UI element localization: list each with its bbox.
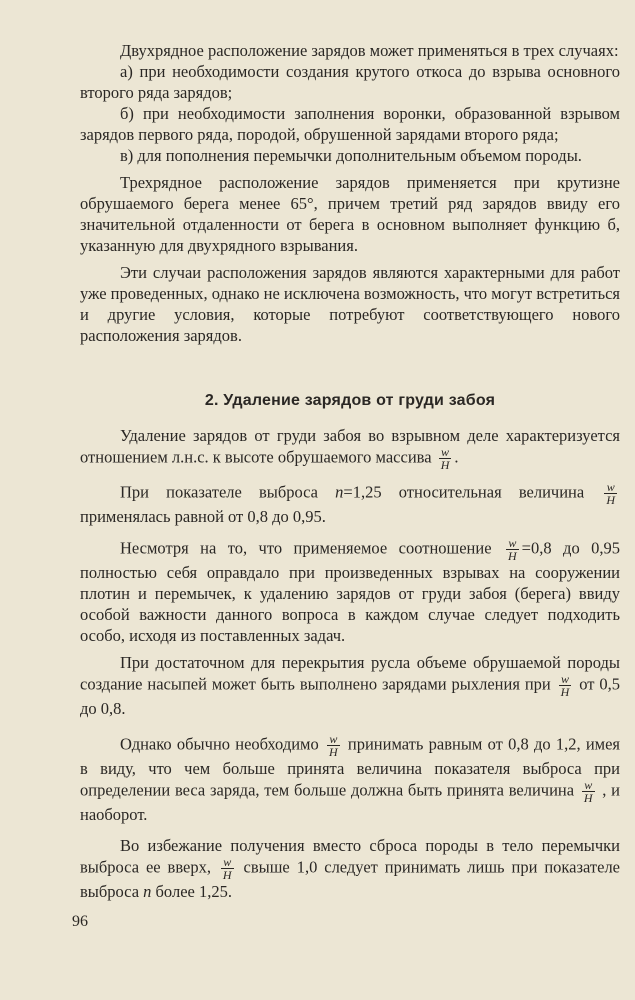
variable-n: n: [143, 882, 152, 901]
w-over-h-fraction: [582, 779, 595, 804]
fraction-denominator: H: [440, 458, 450, 472]
fraction-numerator: w: [508, 536, 517, 550]
w-over-h-fraction: [221, 856, 234, 881]
page-content: [80, 40, 620, 902]
paragraph: в) для пополнения перемычки дополнительным объемом породы.: [120, 146, 582, 165]
paragraph: [80, 733, 620, 825]
paragraph: [80, 835, 620, 902]
text: Удаление зарядов от груди забоя во взрывном деле характеризуется отношением л.н.с. к высоте обрушаемого массива: [80, 426, 620, 467]
fraction-numerator: w: [560, 672, 569, 686]
paragraph: б) при необходимости заполнения воронки, образованной взрывом зарядов первого ряда, породой, обрушенной зарядами второго ряда;: [80, 104, 620, 144]
fraction-numerator: w: [606, 480, 615, 494]
section-heading: 2. Удаление зарядов от груди забоя: [204, 392, 496, 409]
fraction-numerator: w: [441, 445, 450, 459]
text: свыше 1,0 следует принимать лишь при показателе выброса: [80, 857, 621, 901]
fraction-denominator: H: [583, 791, 593, 805]
paragraph: [80, 537, 620, 646]
fraction-denominator: H: [222, 868, 232, 882]
fraction-denominator: H: [606, 493, 616, 507]
paragraph: а) при необходимости создания крутого откоса до взрыва основного второго ряда зарядов;: [80, 62, 620, 102]
w-over-h-fraction: [559, 673, 572, 698]
text: Несмотря на то, что применяемое соотношение: [120, 538, 492, 558]
fraction-denominator: H: [560, 685, 570, 699]
text: от 0,5 до 0,8.: [80, 674, 621, 718]
text: более 1,25.: [155, 882, 232, 901]
variable-n: n: [335, 482, 344, 502]
text: применялась равной от 0,8 до 0,95.: [80, 507, 326, 526]
w-over-h-fraction: [439, 446, 452, 471]
fraction-numerator: w: [584, 778, 593, 792]
page-number: 96: [72, 913, 88, 930]
text: .: [454, 447, 459, 467]
w-over-h-fraction: [506, 537, 519, 562]
text: =1,25 относительная величина: [343, 482, 585, 502]
fraction-denominator: H: [508, 549, 517, 563]
text: =0,8 до 0,95 полностью себя оправдало при произведенных взрывах на сооружении плотин и перемычек, к удалению зарядов от груди забоя (берега) ввиду особой важности данного вопроса в каждом случае следует подходить особо, исходя из поставленных задач.: [80, 538, 621, 645]
fraction-numerator: w: [329, 732, 338, 746]
text: При показателе выброса: [120, 482, 319, 502]
paragraph: [80, 425, 620, 471]
fraction-denominator: H: [328, 745, 338, 759]
w-over-h-fraction: [604, 481, 617, 506]
paragraph: Эти случаи расположения зарядов являются характерными для работ уже проведенных, однако не исключена возможность, что могут встретиться и другие условия, которые потребуют соответствующего нового расположения зарядов.: [80, 263, 621, 345]
paragraph: Трехрядное расположение зарядов применяется при крутизне обрушаемого берега менее 65°, причем третий ряд зарядов ввиду его значительной отдаленности от берега в основном выполняет функцию б, указанную для двухрядного взрывания.: [80, 173, 620, 255]
text: , и наоборот.: [80, 780, 621, 824]
paragraph: [80, 652, 620, 719]
fraction-numerator: w: [223, 855, 232, 869]
paragraph: [80, 481, 620, 527]
paragraph: Двухрядное расположение зарядов может применяться в трех случаях:: [120, 41, 619, 60]
text: Во избежание получения вместо сброса породы в тело перемычки выброса ее вверх,: [80, 836, 620, 877]
text: При достаточном для перекрытия русла объеме обрушаемой породы создание насыпей может быть выполнено зарядами рыхления при: [80, 653, 620, 694]
text: принимать равным от 0,8 до 1,2, имея в виду, что чем больше принята величина показателя выброса при определении веса заряда, тем больше должна быть принята величина: [80, 734, 620, 800]
text: Однако обычно необходимо: [120, 734, 319, 754]
w-over-h-fraction: [327, 733, 340, 758]
